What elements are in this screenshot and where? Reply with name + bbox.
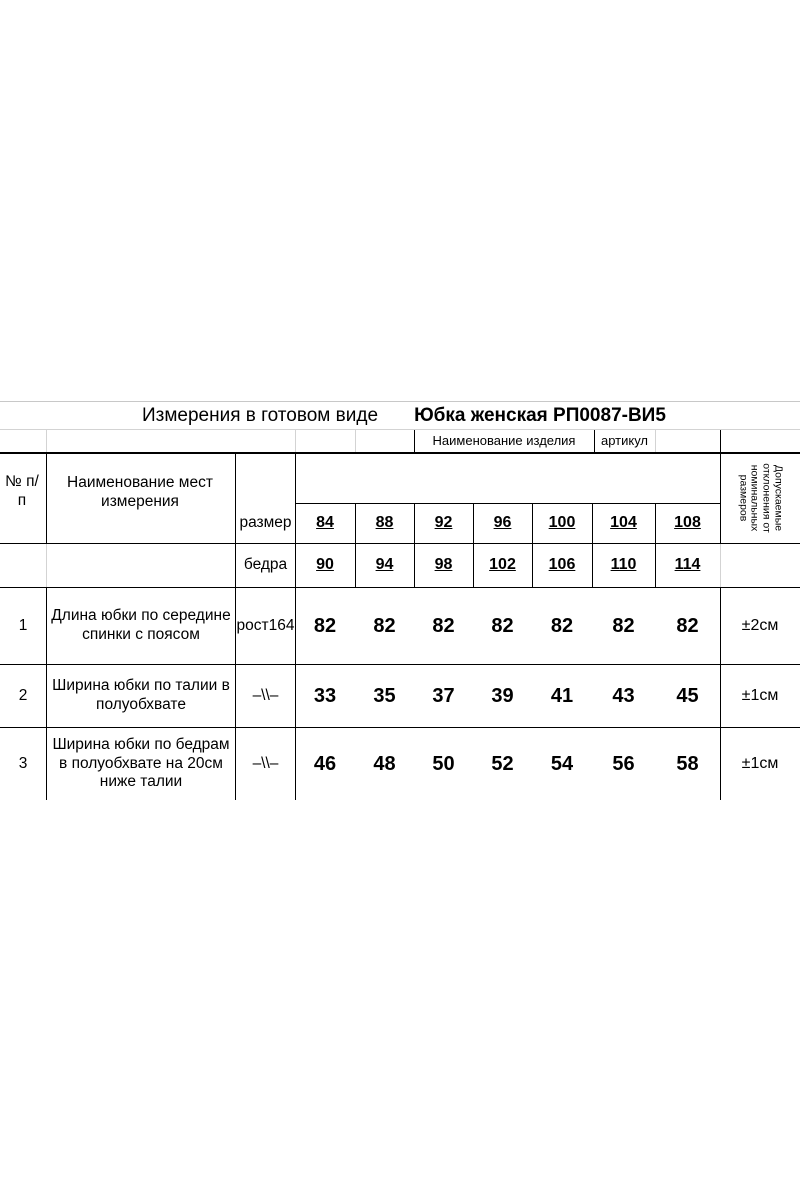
grid-line (655, 430, 656, 452)
value-cell: 45 (676, 684, 699, 707)
value-cell: 82 (373, 614, 396, 637)
grid-line (46, 587, 47, 800)
size-cell: 92 (434, 514, 453, 532)
value-cell: 50 (432, 752, 455, 775)
grid-line (720, 430, 721, 452)
grid-line (355, 430, 356, 452)
value-cell: 52 (491, 752, 514, 775)
value-cell: 48 (373, 752, 396, 775)
size-cell: 96 (493, 514, 512, 532)
hips-cell: 90 (316, 556, 334, 574)
size-row-label: размер (239, 513, 292, 531)
grid-line (46, 452, 47, 543)
article-label: артикул (600, 433, 649, 449)
hips-cell: 106 (548, 556, 576, 574)
grid-line (720, 543, 721, 587)
row-name: Ширина юбки по бедрам в полуобхвате на 20см ниже талии (52, 735, 230, 791)
grid-line (46, 543, 47, 587)
grid-line (295, 430, 296, 452)
value-cell: 33 (313, 684, 337, 707)
value-cell: 82 (676, 614, 699, 637)
value-cell: 82 (313, 614, 337, 637)
hips-row-label: бедра (243, 555, 288, 573)
size-cell: 84 (316, 514, 334, 532)
grid-line (0, 429, 800, 430)
row-param: –\\– (252, 754, 279, 772)
size-cell: 108 (674, 514, 701, 532)
tolerance-header: Допускаемые отклонения от номинальных размеров (736, 462, 784, 533)
hips-cell: 98 (434, 556, 453, 574)
row-number: 3 (18, 754, 28, 772)
value-cell: 54 (550, 752, 574, 775)
tolerance-cell: ±1см (741, 755, 779, 773)
row-param: рост164 (236, 616, 295, 634)
size-cell: 88 (375, 514, 394, 532)
hips-cell: 114 (674, 556, 701, 574)
row-param: –\\– (252, 686, 279, 704)
value-cell: 82 (612, 614, 635, 637)
row-number: 2 (18, 686, 28, 704)
tolerance-cell: ±1см (741, 687, 779, 705)
measurements-title: Измерения в готовом виде (141, 404, 379, 426)
place-header: Наименование мест измерения (67, 474, 213, 510)
row-name: Ширина юбки по талии в полуобхвате (52, 677, 230, 713)
value-cell: 37 (432, 684, 455, 707)
value-cell: 39 (491, 684, 514, 707)
value-cell: 41 (550, 684, 574, 707)
grid-line (0, 452, 800, 454)
product-name-label: Наименование изделия (432, 433, 576, 449)
row-name: Длина юбки по середине спинки с поясом (51, 607, 231, 643)
value-cell: 82 (432, 614, 455, 637)
value-cell: 35 (373, 684, 396, 707)
hips-cell: 110 (610, 556, 637, 574)
grid-line (46, 430, 47, 452)
product-title: Юбка женская РП0087-ВИ5 (414, 404, 666, 426)
value-cell: 58 (676, 752, 699, 775)
hips-cell: 94 (375, 556, 394, 574)
value-cell: 82 (550, 614, 574, 637)
num-header: № п/п (5, 473, 39, 509)
size-cell: 100 (548, 514, 576, 532)
row-number: 1 (18, 616, 28, 634)
tolerance-cell: ±2см (741, 617, 779, 635)
hips-cell: 102 (489, 556, 516, 574)
size-cell: 104 (610, 514, 637, 532)
value-cell: 56 (612, 752, 635, 775)
value-cell: 46 (313, 752, 337, 775)
value-cell: 82 (491, 614, 514, 637)
value-cell: 43 (612, 684, 635, 707)
